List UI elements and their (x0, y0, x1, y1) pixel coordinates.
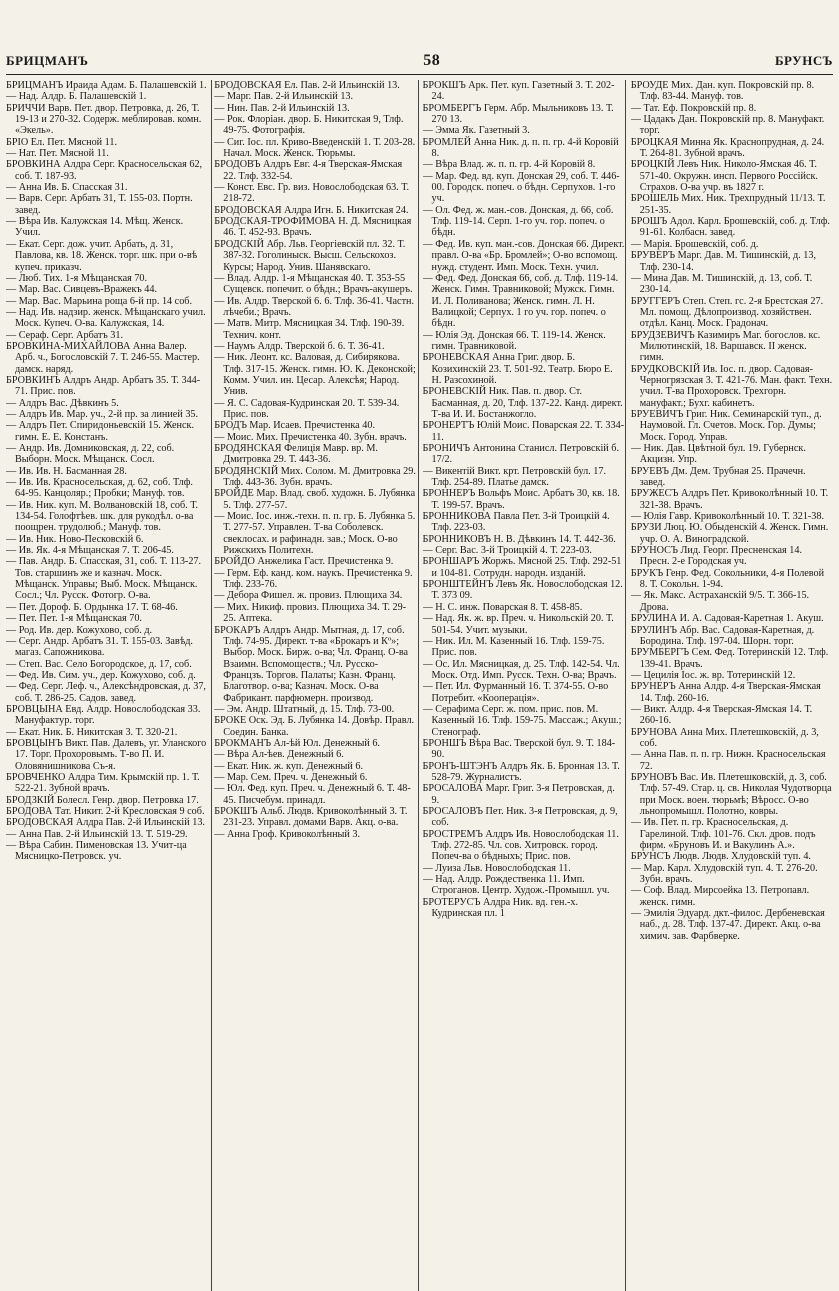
column-3 (423, 80, 625, 1291)
directory-entry: — Над. Як. ж. вр. Преч. ч. Никольскій 20. Т. 501-54. Учит. музыки. (422, 613, 614, 636)
directory-entry: — Конст. Евс. Гр. виз. Новослободская 63. Т. 218-72. (214, 182, 410, 205)
directory-entry: БРОСТРЕМЪ Алдръ Ив. Новослободская 11. Тлф. 272-85. Чл. сов. Хитровск. город. Попеч-ва о бѣдныхъ; Прис. пов. (422, 828, 619, 863)
directory-entry: БРОДСКІЙ Абр. Льв. Георгіевскій пл. 32. Т. 387-32. Гоголиныск. Высш. Сельскохоз. Курсы; Народ. Унив. Шанявскаго. (214, 238, 406, 273)
directory-entry: — Ол. Фед. ж. ман.-сов. Донская, д. 66, соб. Тлф. 119-14. Серп. 1-го уч. гор. попеч. о бѣдн. (422, 204, 614, 239)
directory-entry: — Над. Алдр. Рождественка 11. Имп. Строганов. Центр. Худож.-Промышл. уч. (422, 874, 610, 897)
directory-entry: — Андр. Ив. Домниковская, д. 22, соб. Выборн. Моск. Мѣщанск. Сосл. (6, 443, 175, 466)
directory-entry: — Пет. Дороф. Б. Ордынка 17. Т. 68-46. (6, 601, 178, 613)
directory-entry: — Мар. Вас. Марьина роща 6-й пр. 14 соб. (6, 295, 193, 307)
directory-entry: БРУЕВИЧЪ Григ. Ник. Семинарскій туп., д. Наумовой. Гл. Счетов. Моск. Гор. Думы; Моск. Город. Управ. (630, 408, 822, 443)
directory-entry: — Ив. Як. 4-я Мѣщанская 7. Т. 206-45. (6, 545, 174, 557)
directory-entry: — Цецилія Іос. ж. вр. Тотеринскій 12. (630, 669, 796, 681)
directory-entry: БРОВКИНА-МИХАЙЛОВА Анна Валер. Арб. ч., Богословскій 7. Т. 246-55. Мастер. дамск. наряд. (6, 340, 200, 375)
directory-entry: — Влад. Алдр. 1-я Мѣщанская 40. Т. 353-55 Сущевск. попечит. о бѣдн.; Врачъ-акушеръ. (214, 272, 413, 296)
directory-entry: — Мар. Вас. Сивцевъ-Вражекъ 44. (6, 284, 158, 296)
directory-entry: — Мар. Сем. Преч. ч. Денежный 6. (214, 771, 368, 783)
directory-entry: БРОШЕЛЬ Мих. Ник. Трехпрудный 11/13. Т. 251-35. (630, 193, 826, 216)
directory-entry: — Пав. Андр. Б. Спасская, 31, соб. Т. 113-27. Тов. старшинъ же и казнач. Моск. Мѣщанск. Управы; Выб. Моск. Мѣщанск. Сосл.; Чл. Русск. Фотогр. О-ва. (6, 556, 202, 602)
directory-entry: БРОДСКАЯ-ТРОФИМОВА Н. Д. Мясницкая 46. Т. 452-93. Врачъ. (214, 216, 412, 239)
directory-entry: БРУКЪ Генр. Фед. Сокольники, 4-я Полевой 8. Т. Сокольн. 1-94. (630, 567, 825, 591)
directory-entry: БРІО Ел. Пет. Мясной 11. (6, 136, 118, 148)
directory-entry: — Нат. Пет. Мясной 11. (6, 148, 109, 160)
column-1 (6, 80, 208, 1291)
directory-entry: БРУДЗЕВИЧЪ Казимиръ Маг. богослов. кс. Милютинскій, 18. Варшавск. II женск. гимн. (630, 329, 821, 364)
directory-entry: БРУВЕРЪ Марг. Дав. М. Тишинскій, д. 13, Тлф. 230-14. (630, 250, 816, 273)
directory-entry: БРОКШЪ Арк. Пет. куп. Газетный 3. Т. 202-24. (422, 80, 615, 103)
directory-entry: — Люб. Тих. 1-я Мѣщанская 70. (6, 272, 148, 284)
directory-entry: БРУНОСЪ Лид. Георг. Пресненская 14. Пресн. 2-е Городская уч. (630, 545, 803, 568)
directory-entry: БРОННЕРЪ Вольфъ Моис. Арбатъ 30, кв. 18. Т. 199-57. Врачъ. (422, 488, 620, 511)
directory-entry: БРОКМАНЪ Ал-ѣй Юл. Денежный 6. (214, 737, 380, 749)
directory-entry: — Цадакъ Дан. Покровскій пр. 8. Мануфакт. торг. (630, 114, 825, 137)
directory-entry: — Герм. Еф. канд. ком. наукъ. Пречистенка 9. Тлф. 233-76. (214, 567, 413, 591)
directory-entry: — Ив. Ник. куп. М. Волвановскій 18, соб. Т. 134-54. Голофтѣев. шк. для рукодѣл. о-ва поощрен. трудолюб.; Мануф. тов. (6, 499, 198, 534)
directory-entry: — Степ. Вас. Село Богородское, д. 17, соб. (6, 658, 192, 670)
directory-entry: БРУМБЕРГЪ Сем. Фед. Тотеринскій 12. Тлф. 139-41. Врачъ. (630, 647, 829, 670)
header-left-running-title: БРИЦМАНЪ (6, 53, 89, 68)
directory-entry: БРОДОВСКАЯ Алдра Пав. 2-й Ильинскій 13. (6, 817, 205, 829)
directory-entry: — Наумъ Алдр. Тверской б. 6. Т. 36-41. (214, 340, 385, 352)
directory-entry: БРОЦКІЙ Левъ Ник. Николо-Ямская 46. Т. 571-40. Окружн. инсп. Первого Россійск. Страхов. О-ва учр. въ 1827 г. (630, 159, 818, 194)
directory-entry: БРОМЛЕЙ Анна Ник. д. п. п. гр. 4-й Коровій 8. (422, 136, 619, 160)
directory-entry: — Дебора Фишел. ж. провиз. Плющиха 34. (214, 590, 403, 602)
directory-entry: — Ив. Ив. Н. Басманная 28. (6, 465, 127, 477)
directory-entry: — Моис. Мих. Пречистенка 40. Зубн. врачъ. (214, 431, 407, 443)
directory-entry: БРУНОВЪ Вас. Ив. Плетешковскій, д. 3, соб. Тлф. 57-49. Стар. ц. св. Николая Чудотворца при Моск. воен. тюрьмѣ; Вѣросс. О-во льнопромышл. Полотно, ковры. (630, 771, 832, 817)
directory-entry: БРОВЦЫНЪ Викт. Пав. Далевъ, уг. Уланского 17. Торг. Прохоровымъ. Т-во П. И. Оловянишникова Съ-я. (6, 737, 207, 772)
directory-entry: БРОННИКОВА Пaвла Пет. 3-й Троицкій 4. Тлф. 223-03. (422, 511, 610, 534)
directory-entry: БРУЖЕСЪ Алдръ Пет. Кривоколѣнный 10. Т. 321-38. Врачъ. (630, 488, 829, 511)
directory-entry: БРОНЕВСКАЯ Анна Григ. двор. Б. Козихинскій 23. Т. 501-92. Театр. Бюро Е. Н. Разсохиной. (422, 352, 613, 386)
directory-entry: — Соф. Влад. Мирсоейка 13. Петропавл. женск. гимн. (630, 885, 810, 908)
directory-entry: БРОНЕРТЪ Юлій Моис. Поварская 22. Т. 334-11. (422, 420, 625, 443)
directory-entry: — Юлія Гавр. Кривоколѣнный 10. Т. 321-38. (630, 511, 825, 523)
directory-entry: БРУНОВА Анна Мих. Плетешковскій, д. 3, соб. (630, 726, 819, 749)
directory-entry: — Екат. Серг. дож. учит. Арбать, д. 31, Павлова, кв. 18. Женск. торг. шк. при о-вѣ купеч. приказч. (6, 238, 198, 273)
directory-entry: — Алдръ Ив. Мар. уч., 2-й пр. за линией 35. (6, 408, 199, 420)
directory-entry: БРУНЕРЪ Анна Алдр. 4-я Тверская-Ямская 14. Тлф. 260-16. (630, 681, 821, 704)
directory-entry: — Мар. Фед. вд. куп. Донская 29, соб. Т. 446-00. Городск. попеч. о бѣдн. Серпухов. 1-го уч. (422, 170, 620, 205)
directory-entry: — Я. С. Садовая-Кудринская 20. Т. 539-34. Прис. пов. (214, 397, 400, 420)
column-4 (631, 80, 833, 1291)
directory-entry: БРОДЯНСКІЙ Мих. Солом. М. Дмитровка 29. Тлф. 443-36. Зубн. врачъ. (214, 465, 416, 489)
directory-entry: — Н. С. инж. Поварская 8. Т. 458-85. (422, 601, 583, 613)
directory-entry: БРОЙДЕ Мар. Влад. своб. художн. Б. Лубянка 5. Тлф. 277-57. (214, 488, 416, 511)
directory-entry: — Ник. Леонт. кс. Валовая, д. Сибиряковa. Тлф. 317-15. Женск. гимн. Ю. К. Деконской; Комм. Учил. ин. Цесар. Алексѣя; Народ. Унив. (214, 352, 416, 398)
directory-entry: БРОНЪ-ШТЭНЪ Алдръ Як. Б. Бронная 13. Т. 528-79. Журналистъ. (422, 760, 620, 783)
directory-entry: БРОВКИНЪ Алдръ Андр. Арбатъ 35. Т. 344-71. Прис. пов. (6, 374, 201, 398)
directory-entry: БРОМБЕРГЪ Герм. Абр. Мыльниковъ 13. Т. 270 13. (422, 102, 614, 126)
directory-entry: — Серг. Андр. Арбатъ 31. Т. 155-03. Завѣд. магаз. Сапожникова. (6, 635, 193, 659)
directory-entry: БРОВКИНА Алдра Серг. Красносельская 62, соб. Т. 187-93. (6, 159, 203, 182)
directory-entry: — Сиг. Іос. пл. Криво-Введенскій 1. Т. 203-28. Начал. Моск. Женск. Тюрьмы. (214, 136, 416, 160)
directory-entry: — Над. Ив. надзир. женск. Мѣщанскаго учил. Моск. Купеч. О-ва. Калужская, 14. (6, 306, 206, 330)
directory-entry: — Фед. Фед. Донская 66, соб. д. Тлф. 119-14. Женск. Гимн. Травниковой; Мужск. Гимн. И. Л. Поливанова; Женск. гимн. Л. Н. Валицкой; Серпух. 1 го уч. гор. попеч. о бѣдн. (422, 272, 619, 330)
directory-entry: — Ив. Алдр. Тверской 6. 6. Тлф. 36-41. Частн. лѣчеби.; Врачъ. (214, 295, 415, 318)
directory-entry: — Анна Пав. 2-й Ильинскій 13. Т. 519-29. (6, 828, 188, 840)
directory-entry: — Мар. Карл. Хлудовскій туп. 4. Т. 276-20. Зубн. врачъ. (630, 862, 818, 886)
directory-entry: БРОНИЧЪ Антонина Станисл. Петровскій б. 17/2. (422, 443, 620, 466)
directory-entry: — Ник. Дав. Цвѣтной бул. 19. Губернск. Акцизн. Упр. (630, 443, 806, 466)
directory-entry: — Пет. Ил. Фурманный 16. Т. 374-55. О-во Потребит. «Кооперація». (422, 681, 609, 704)
directory-entry: БРОДОВСКАЯ Алдра Игн. Б. Никитская 24. (214, 204, 409, 216)
directory-entry: — Вѣра Ал-ѣев. Денежный 6. (214, 749, 344, 761)
directory-entry: — Матв. Митр. Мясницкая 34. Тлф. 190-39. Технич. конт. (214, 318, 405, 341)
directory-entry: БРОУДЕ Мих. Дан. куп. Покровскій пр. 8. Тлф. 83-44. Мануф. тов. (630, 80, 815, 103)
directory-entry: БРОНЕВСКІЙ Ник. Пав. п. двор. Ст. Басманная, д. 20, Тлф. 137-22. Канд. директ. Т-ва И. И. Бостанжогло. (422, 386, 623, 420)
directory-entry: — Фед. Ив. куп. ман.-сов. Донская 66. Директ. правл. О-ва «Бр. Бромлей»; О-во вспомощ. нужд. студент. Имп. Моск. Техн. учил. (422, 238, 625, 273)
directory-entry: — Юлія Эд. Донская 66. Т. 119-14. Женск. гимн. Травниковой. (422, 329, 606, 352)
directory-entry: — Анна Пав. п. п. гр. Нижн. Красносельская 72. (630, 749, 826, 772)
directory-entry: — Фед. Ив. Сим. уч., дер. Кожухово, соб. д. (6, 669, 196, 681)
directory-entry: БРОСАЛОВА Марг. Григ. 3-я Петровская, д. 9. (422, 783, 615, 806)
directory-entry: — Екат. Ник. ж. куп. Денежный 6. (214, 760, 364, 772)
directory-entry: БРИЧЧИ Варв. Пет. двор. Петровка, д. 26, Т. 19-13 и 270-32. Содерж. меблировав. комн. «Экель». (6, 102, 202, 137)
directory-entry: БРОДЯНСКАЯ Фелиція Мавр. вр. М. Дмитровка 29. Т. 443-36. (214, 443, 378, 466)
directory-entry: БРУНСЪ Людв. Людв. Хлудовскій туп. 4. (630, 851, 811, 863)
directory-entry: БРОДЪ Мар. Исаев. Пречистенка 40. (214, 420, 375, 432)
directory-entry: БРУЕВЪ Дм. Дем. Трубная 25. Прачечн. завед. (630, 465, 806, 489)
directory-entry: — Вѣра Ив. Калужская 14. Мѣщ. Женск. Учил. (6, 216, 184, 239)
directory-entry: БРУЛИНА И. А. Садовая-Каретная 1. Акуш. (630, 613, 824, 625)
directory-entry: — Серг. Вас. 3-й Троицкій 4. Т. 223-03. (422, 545, 592, 557)
directory-entry: БРОКЕ Оск. Эд. Б. Лубянка 14. Довѣр. Правл. Соедин. Банка. (214, 715, 415, 738)
directory-entry: — Вѣра Влад. ж. п. п. гр. 4-й Коровій 8. (422, 159, 596, 171)
directory-entry: БРОДОВА Тат. Никит. 2-й Кресловская 9 соб. (6, 806, 205, 817)
directory-entry: БРИЦМАНЪ Ираида Адам. Б. Палашевскій 1. (6, 80, 207, 91)
directory-entry: — Ив. Ник. Ново-Песковскій 6. (6, 533, 144, 545)
directory-entry: — Нин. Пав. 2-й Ильинскій 13. (214, 102, 350, 114)
page-number: 58 (423, 52, 441, 69)
column-2 (214, 80, 416, 1291)
directory-entry: — Алдръ Пет. Спиридоньевскій 15. Женск. гимн. Е. Е. Констанъ. (6, 420, 194, 443)
directory-entry: — Сераф. Серг. Арбатъ 31. (6, 329, 124, 341)
directory-entry: — Рок. Флоріан. двор. Б. Никитская 9, Тлф. 49-75. Фотографія. (214, 114, 404, 137)
directory-entry: — Мих. Никиф. провиз. Плющиха 34. Т. 29-25. Аптека. (214, 601, 407, 625)
directory-entry: БРОВЧЕНКО Алдра Тим. Крымскій пр. 1. Т. 522-21. Зубной врачъ. (6, 771, 200, 795)
directory-entry: — Ос. Ил. Мясницкая, д. 25. Тлф. 142-54. Чл. Моск. Отд. Имп. Русск. Техн. О-ва; Врачъ. (422, 658, 620, 681)
directory-entry: БРОТЕРУСЪ Алдра Ник. вд. ген.-х. Кудринская пл. 1 (422, 896, 579, 920)
directory-entry: — Серафима Серг. ж. пом. прис. пов. М. Казенный 16. Тлф. 159-75. Массаж.; Акуш.; Стенограф. (422, 703, 622, 738)
directory-entry: — Алдръ Вас. Дѣвкинъ 5. (6, 397, 119, 409)
directory-entry: БРОННИКОВЪ Н. В. Дѣвкинъ 14. Т. 442-36. (422, 533, 616, 545)
directory-entry: — Эмма Як. Газетный 3. (422, 125, 530, 137)
page-header (6, 50, 833, 72)
directory-entry: — Марг. Пав. 2-й Ильинскій 13. (214, 91, 354, 103)
directory-columns (6, 80, 833, 1291)
directory-entry: — Над. Алдр. Б. Палашевскій 1. (6, 91, 147, 103)
directory-entry: БРОНШАРЪ Жоржъ. Мясной 25. Тлф. 292-51 и 104-81. Сотрудн. народн. изданій. (422, 556, 622, 579)
directory-entry: — Мина Дав. М. Тишинскій, д. 13, соб. Т. 230-14. (630, 272, 813, 296)
directory-entry: — Эм. Андр. Штатный, д. 15. Тлф. 73-00. (214, 703, 395, 715)
header-rule (6, 74, 833, 75)
directory-entry: БРОВЦЫНА Евд. Алдр. Новослободская 33. Мануфактур. торг. (6, 703, 201, 727)
directory-entry: БРОЦКАЯ Минна Як. Краснопрудная, д. 24. Т. 264-81. Зубной врачъ. (630, 136, 825, 160)
directory-entry: — Фед. Серг. Леф. ч., Алексѣндровская, д. 37, соб. Т. 286-25. Садов. завед. (6, 681, 206, 704)
directory-entry: БРУДКОВСКІЙ Ив. Іос. п. двор. Садовая-Черногрязская 3. Т. 421-76. Ман. факт. Техн. учил. Т-ва Прохоровск. Трехгорн. мануфакт.; Бухг. кабинетъ. (630, 363, 833, 409)
directory-entry: — Викт. Алдр. 4-я Тверская-Ямская 14. Т. 260-16. (630, 703, 813, 727)
directory-entry: — Викентій Викт. крт. Петровскій бул. 17. Тлф. 254-89. Платье дамск. (422, 465, 607, 489)
directory-entry: — Ник. Ил. М. Казенный 16. Тлф. 159-75. Прис. пов. (422, 635, 605, 659)
directory-entry: — Пет. Пет. 1-я Мѣщанская 70. (6, 613, 142, 625)
directory-entry: — Эмилія Эдуард. дкт.-филос. Дербеневская наб., д. 28. Тлф. 137-47. Директ. Акц. о-ва химич. зав. Фарбверке. (630, 908, 825, 942)
directory-entry: БРУЛИНЪ Абр. Вас. Садовая-Каретная, д. Бородина. Тлф. 197-04. Шорн. торг. (630, 624, 815, 647)
directory-entry: — Вѣра Сабин. Пименовская 13. Учит-ца Мясницко-Петровск. уч. (6, 840, 187, 863)
directory-entry: — Моис. Іос. инж.-техн. п. п. гр. Б. Лубянка 5. Т. 277-57. Управлен. Т-ва Соболевск. свеклосах. и рафинадн. зав.; Моск. О-во Рижскихъ Политехн. (214, 511, 416, 557)
directory-entry: — Екат. Ник. Б. Никитская 3. Т. 320-21. (6, 726, 178, 738)
directory-entry: БРУГГЕРЪ Степ. Степ. гс. 2-я Брестская 27. Мл. помощ. Дѣлопроизвод. хозяйствен. отдѣл. Канц. Моск. Градонач. (630, 295, 824, 330)
directory-entry: БРОКАРЪ Алдръ Андр. Мытная, д. 17, соб. Тлф. 74-95. Директ. т-ва «Брокаръ и Кº»; Выбор. Моск. Бирж. о-ва; Чл. Франц. О-ва Взаимн. Вспомоществ.; Чл. Русско-Францзъ. Торгов. Палаты; Казн. Франц. Благотвор. о-ва; Казнач. Моск. О-ва Фабрикант. парфюмерн. производ. (214, 624, 409, 704)
directory-entry: БРУЗИ Люц. Ю. Обыденскій 4. Женск. Гимн. учр. О. А. Виноградской. (630, 522, 829, 545)
directory-entry: БРОШЪ Адол. Карл. Брошевскій, соб. д. Тлф. 91-61. Колбасн. завед. (630, 216, 830, 239)
directory-entry: БРОНШТЕЙНЪ Левъ Як. Новослободская 12. Т. 373 09. (422, 579, 623, 602)
directory-entry: — Юл. Фед. куп. Преч. ч. Денежный 6. Т. 48-45. Писчебум. принадл. (214, 783, 411, 806)
directory-entry: — Марія. Брошевскій, соб. д. (630, 238, 759, 250)
directory-entry: БРОНШЪ Вѣра Вас. Тверской бул. 9. Т. 184-90. (422, 737, 616, 761)
directory-entry: — Ив. Пет. п. гр. Красносельская, д. Гарелиной. Тлф. 101-76. Скл. дров. подъ фирм. «Бруновъ И. и Вакулинъ А.». (630, 817, 816, 852)
directory-entry: БРОДОВСКАЯ Ел. Пав. 2-й Ильинскій 13. (214, 80, 400, 91)
directory-entry: — Анна Ив. Б. Спасская 31. (6, 182, 128, 194)
directory-entry: — Луиза Льв. Новослободская 11. (422, 862, 571, 874)
directory-entry: БРОКШЪ Альб. Людв. Кривоколѣнный 3. Т. 231-23. Управл. домами Варв. Акц. о-ва. (214, 806, 408, 829)
directory-entry: — Тат. Еф. Покровскій пр. 8. (630, 102, 757, 114)
directory-entry: БРОДЗКІЙ Болесл. Генр. двор. Петровка 17. (6, 794, 199, 806)
directory-entry: БРОСАЛОВЪ Пет. Ник. 3-я Петровская, д. 9, соб. (422, 806, 618, 829)
directory-entry: — Род. Ив. дер. Кожуховo, соб. д. (6, 624, 153, 636)
directory-entry: — Як. Макс. Астраханскій 9/5. Т. 366-15. Дрова. (630, 590, 810, 613)
directory-entry: БРОЙДО Анжелика Гаст. Пречистенка 9. (214, 556, 394, 568)
header-right-running-title: БРУНСЪ (774, 53, 833, 68)
directory-entry: — Ив. Ив. Красносельская, д. 62, соб. Тлф. 64-95. Канцоляр.; Пробки; Мануф. тов. (6, 477, 193, 500)
directory-entry: — Анна Гроф. Кривоколѣнный 3. (214, 828, 361, 840)
directory-entry: — Варв. Серг. Арбать 31, Т. 155-03. Портн. завед. (6, 193, 193, 216)
directory-entry: БРОДОВЪ Алдръ Евг. 4-я Тверская-Ямская 22. Тлф. 332-54. (214, 159, 403, 182)
